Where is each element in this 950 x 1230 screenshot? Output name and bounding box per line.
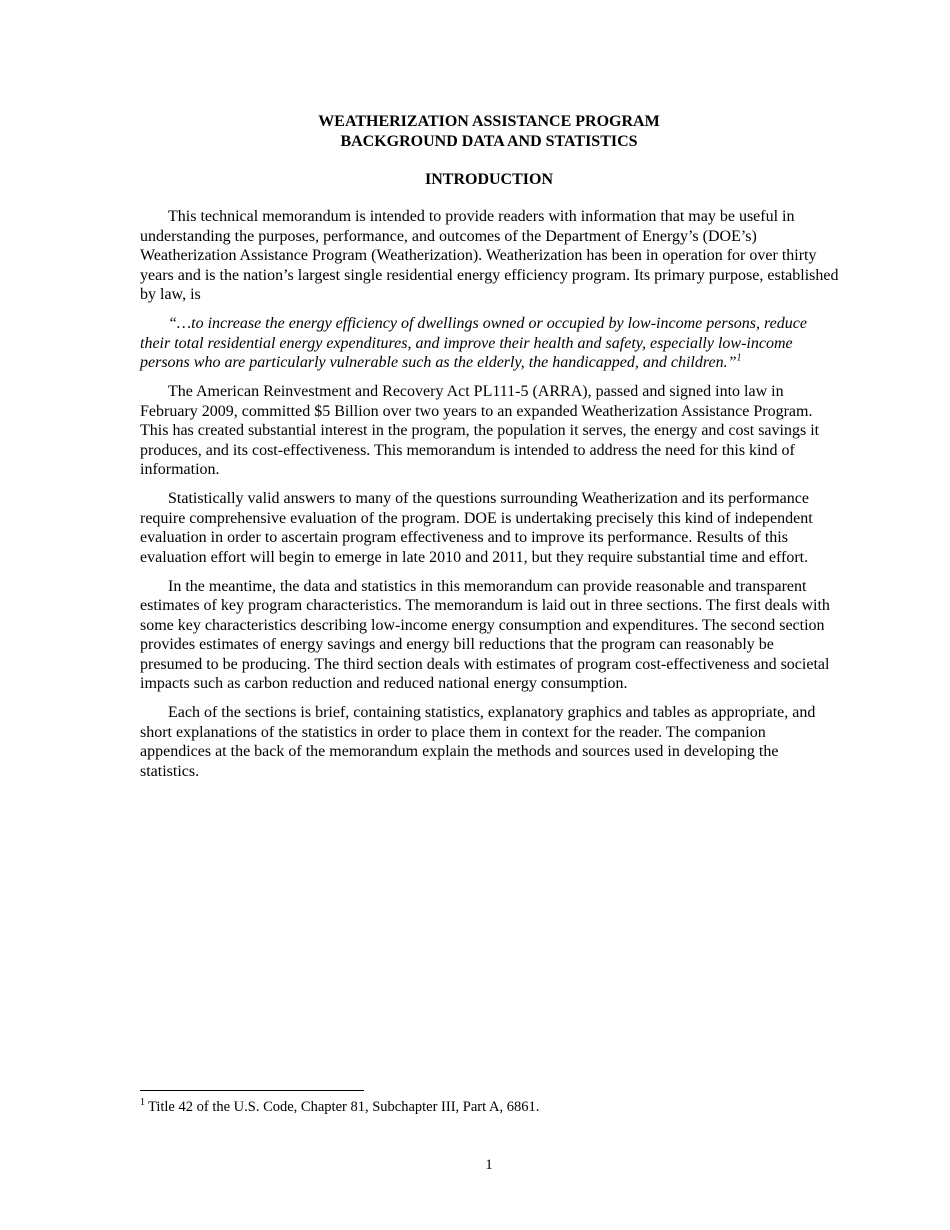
footnote-reference[interactable]: 1	[736, 352, 742, 364]
document-title	[140, 112, 838, 151]
paragraph-sections: Each of the sections is brief, containing statistics, explanatory graphics and tables as appropriate, and short explanations of the statistics in order to place them in context for the reader. The companion appendices at the back of the memorandum explain the methods and sources used in developing the statistics.	[140, 704, 816, 780]
section-heading-introduction: INTRODUCTION	[424, 171, 553, 188]
paragraph-purpose: This technical memorandum is intended to provide readers with information that may be useful in understanding the purposes, performance, and outcomes of the Department of Energy’s (DOE’s) Weatherization Assistance Program (Weatherization). Weatherization has been in operation for over thirty years and is the nation’s largest single residential energy efficiency program. Its primary purpose, established by law, is	[140, 208, 839, 303]
footnote-text: Title 42 of the U.S. Code, Chapter 81, Subchapter III, Part A, 6861.	[148, 1099, 540, 1115]
paragraph-arra: The American Reinvestment and Recovery Act PL111-5 (ARRA), passed and signed into law in February 2009, committed $5 Billion over two years to an expanded Weatherization Assistance Program. This has created substantial interest in the program, the population it serves, the energy and cost savings it produces, and its cost-effectiveness. This memorandum is intended to address the need for this kind of information.	[140, 383, 820, 478]
legal-purpose-quote	[140, 314, 840, 373]
paragraph-evaluation: Statistically valid answers to many of the questions surrounding Weatherization and its performance require comprehensive evaluation of the program. DOE is undertaking precisely this kind of independent evaluation in order to ascertain program effectiveness and to improve its performance. Results of this evaluation effort will begin to emerge in late 2010 and 2011, but they require substantial time and effort.	[140, 490, 813, 566]
footnote	[140, 1098, 840, 1116]
footnote-marker: 1	[140, 1097, 145, 1109]
quote-text: “…to increase the energy efficiency of dwellings owned or occupied by low-income persons, reduce their total residential energy expenditures, and improve their health and safety, especially low-income persons who are particularly vulnerable such as the elderly, the handicapped, and children.”	[140, 315, 807, 371]
title-line-1: WEATHERIZATION ASSISTANCE PROGRAM	[318, 113, 660, 130]
paragraph-memorandum-layout: In the meantime, the data and statistics in this memorandum can provide reasonable and transparent estimates of key program characteristics. The memorandum is laid out in three sections. The first deals with some key characteristics describing low-income energy consumption and expenditures. The second section provides estimates of energy savings and energy bill reductions that the program can reasonably be presumed to be producing. The third section deals with estimates of program cost-effectiveness and societal impacts such as carbon reduction and reduced national energy consumption.	[140, 577, 830, 692]
page-number: 1	[485, 1157, 493, 1173]
body-text	[140, 207, 840, 791]
footnote-separator	[140, 1090, 364, 1091]
title-line-2: BACKGROUND DATA AND STATISTICS	[340, 132, 638, 150]
